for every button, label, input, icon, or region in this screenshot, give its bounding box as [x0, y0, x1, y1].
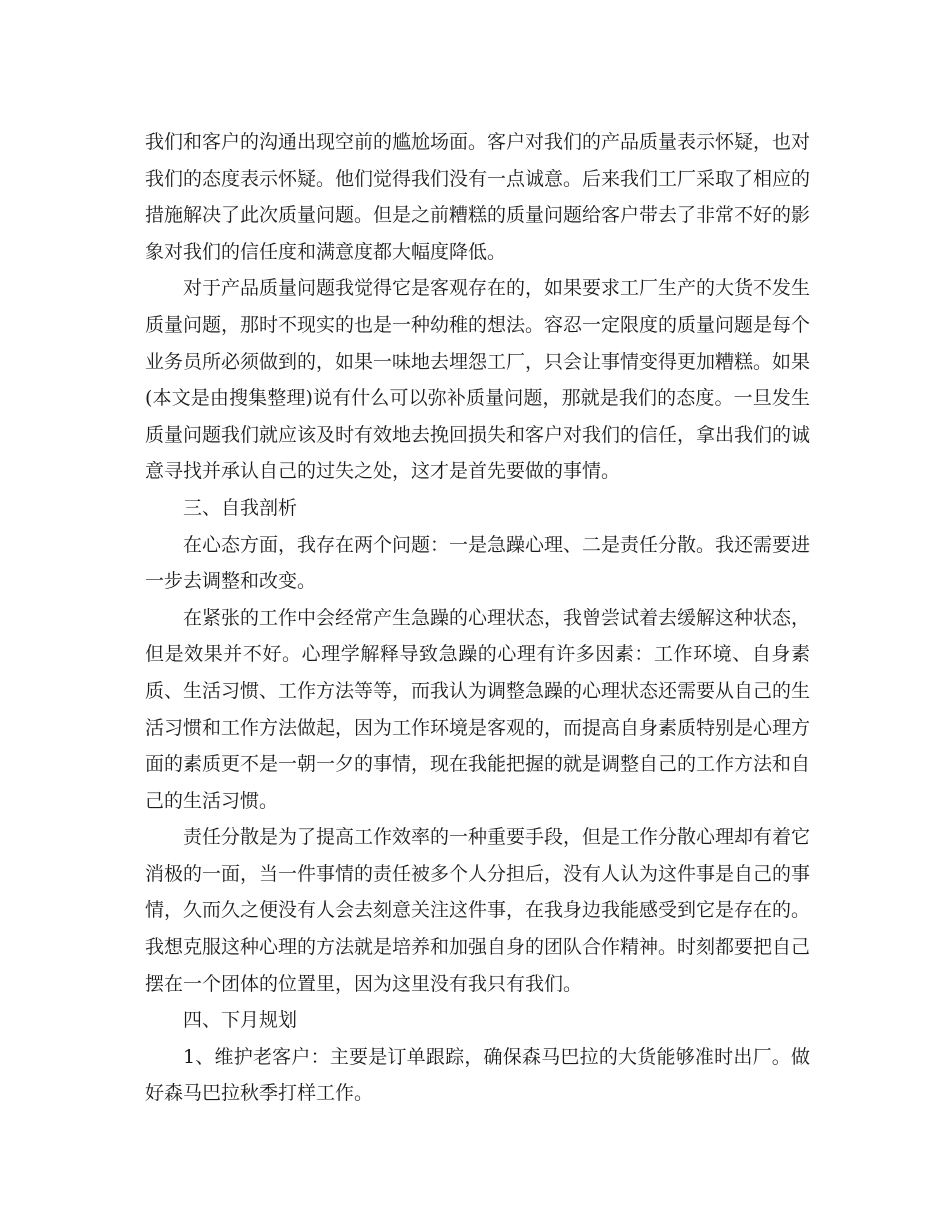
paragraph-quality-attitude: 对于产品质量问题我觉得它是客观存在的，如果要求工厂生产的大货不发生质量问题，那时不现实的也是一种幼稚的想法。容忍一定限度的质量问题是每个业务员所必须做到的，如果一味地去埋怨工厂，只会让事情变得更加糟糕。如果(本文是由搜集整理)说有什么可以弥补质量问题，那就是我们的态度。一旦发生质量问题我们就应该及时有效地去挽回损失和客户对我们的信任，拿出我们的诚意寻找并承认自己的过失之处，这才是首先要做的事情。 [145, 277, 811, 483]
paragraph-customer-communication: 我们和客户的沟通出现空前的尴尬场面。客户对我们的产品质量表示怀疑，也对我们的态度表示怀疑。他们觉得我们没有一点诚意。后来我们工厂采取了相应的措施解决了此次质量问题。但是之前糟糕的质量问题给客户带去了非常不好的影象对我们的信任度和满意度都大幅度降低。 [145, 131, 811, 263]
section-heading-self-analysis: 三、自我剖析 [183, 496, 298, 519]
paragraph-impatience: 在紧张的工作中会经常产生急躁的心理状态，我曾尝试着去缓解这种状态，但是效果并不好。心理学解释导致急躁的心理有许多因素：工作环境、自身素质、生活习惯、工作方法等等，而我认为调整急躁的心理状态还需要从自己的生活习惯和工作方法做起，因为工作环境是客观的，而提高自身素质特别是心理方面的素质更不是一朝一夕的事情，现在我能把握的就是调整自己的工作方法和自己的生活习惯。 [145, 606, 811, 812]
document-body [145, 124, 810, 1112]
paragraph-responsibility-diffusion: 责任分散是为了提高工作效率的一种重要手段，但是工作分散心理却有着它消极的一面，当一件事情的责任被多个人分担后，没有人认为这件事是自己的事情，久而久之便没有人会去刻意关注这件事，在我身边我能感受到它是存在的。我想克服这种心理的方法就是培养和加强自身的团队合作精神。时刻都要把自己摆在一个团体的位置里，因为这里没有我只有我们。 [145, 826, 811, 995]
paragraph-maintain-old-customers: 1、维护老客户：主要是订单跟踪，确保森马巴拉的大货能够准时出厂。做好森马巴拉秋季打样工作。 [145, 1045, 810, 1105]
paragraph-mindset-issues: 在心态方面，我存在两个问题：一是急躁心理、二是责任分散。我还需要进一步去调整和改变。 [145, 533, 811, 593]
section-heading-next-month-plan: 四、下月规划 [183, 1009, 298, 1032]
